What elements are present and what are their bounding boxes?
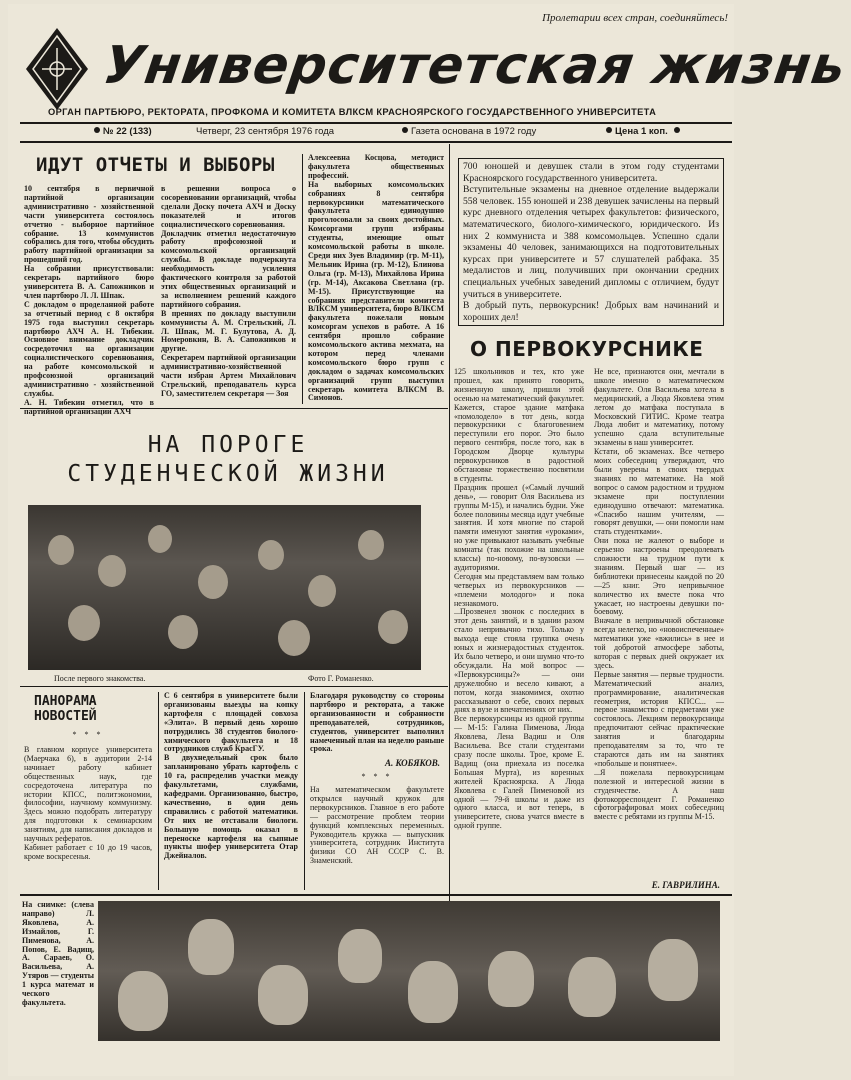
university-emblem-icon: [24, 26, 90, 112]
price: Цена 1 коп.: [606, 126, 683, 137]
panorama-column-2: С 6 сентября в университете были организованы выезды на копку картофеля с площадей совхоза «Элита». В первый день хорошо потрудились 38 студентов биолого-химического факультета и 18 сотрудников служб КрасГУ. В двухнедельный срок было запланировано убрать картофель с 10 га, распределив участки между факультетами, службами, кафедрами. Организованно, быстро, качественно, в один день справились с работой математики. От них не отставали биологи. Большую помощь оказал в переноске картофеля на сыпные пункты шофер университета Отар Джейналов.: [164, 691, 298, 861]
elections-column-2: в решении вопроса о сосоревновании организаций, чтобы сделали Доску почета АХЧ и Доску показателей и итогов социалистического соревнования. Докладчик отметил недостаточную работу профсоюзной и комсомольской организаций службы. В докладе подчеркнута необходимость усиления фактического контроля за работой этих общественных организаций и за исполнением решений каждого партийного собрания. В прениях по докладу выступили коммунисты А. М. Стрельский, Л. Л. Шпак, М. Г. Булутова, А. Д. Номеровкин, В. А. Сапожников и другие. Секретарем партийной организации административно-хозяйственной части избран Артем Михайлович Стрельский, преподаватель курса ГО, заместителем секретаря — Зоя: [161, 184, 296, 398]
freshman-headline: О ПЕРВОКУРСНИКЕ: [470, 337, 704, 361]
panorama-signature: А. КОБЯКОВ.: [384, 758, 440, 768]
elections-headline: ИДУТ ОТЧЕТЫ И ВЫБОРЫ: [36, 154, 275, 176]
organ-line: ОРГАН ПАРТБЮРО, РЕКТОРАТА, ПРОФКОМА И КОМИТЕТА ВЛКСМ КРАСНОЯРСКОГО ГОСУДАРСТВЕННОГО УНИВЕРСИТЕТА: [48, 107, 657, 117]
photo-caption: После первого знакомства.: [54, 674, 146, 683]
issue-number: № 22 (133): [94, 126, 152, 137]
threshold-headline: НА ПОРОГЕ СТУДЕНЧЕСКОЙ ЖИЗНИ: [67, 432, 389, 487]
elections-column-3: Алексеевна Косцова, методист факультета общественных профессий. На выборных комсомольских собраниях 8 сентября первокурсники математического факультета единодушно проголосовали за своих достойных. Комсоргами групп избраны студенты, имеющие опыт комсомольской работы в школе. Среди них Зуев Владимир (гр. М-11), Мельник Ирина (гр. М-12), Блинова Ольга (гр. М-13), Михайлова Ирина (гр. М-14), Аксакова Светлана (гр. М-15). Присутствующие на собраниях представители комитета ВЛКСМ университета, бюро ВЛКСМ факультета пожелали новым комсоргам успехов в работе. А 16 сентября прошло собрание комсомольского актива мехмата, на котором перед членами комсомольского бюро групп с докладом о задачах комсомольских организаций групп выступил секретарь комитета ВЛКСМ В. Симонов.: [308, 153, 444, 403]
freshman-column-1: 125 школьников и тех, кто уже прошел, как принято говорить, жизненную школу, пришли этой осенью на математический факультет. Кажется, старое здание матфака «помолодело» в тот день, когда первокурсники с благоговением переступили его порог. Это было первого сентября, после того, как в Городском Дворце культуры первокурсников в радостной обстановке торжественно посвятили в студенты. Праздник прошел («Самый лучший день», — говорит Оля Васильева из группы М-15), и начались будни. Уже более половины месяца идут учебные занятия. И хотя многие по старой памяти именуют занятия «уроками», но уже привыкают называть учебные комнаты (так похожие на школьные классы) по-новому, по-вузовски — аудиториями. Сегодня мы представляем вам только четверых из первокурсников — «племени молодого» и пока незнакомого. ...Прозвенел звонок с последних в этот день занятий, и в здании разом стало непривычно тихо. Только у выхода еще стояла группка очень юных и жизнерадостных студенток. Их было четверо, и они шумно что-то обсуждали. На мой вопрос — «Первокурсницы?» — они дружелюбно и весело кивают, а потом, когда знакомимся, охотно рассказывают о себе, своих первых днях в вузе и впечатлениях от них. Все первокурсницы из одной группы — М-15: Галина Пименова, Люда Яковлева, Лена Вадиш и Оля Васильева. Все стали студентами сразу после школы. Трое, кроме Е. Вадищ (она приехала из поселка Большая Мурта), из коренных жителей Красноярска. А Люда Яковлева с Галей Пименовой из одной — 79-й школы и даже из одного класса, и вот теперь, в университете, снова учатся вместе в одной группе.: [454, 367, 584, 831]
slogan: Пролетарии всех стран, соединяйтесь!: [542, 12, 728, 24]
founded-note: Газета основана в 1972 году: [402, 126, 536, 137]
elections-column-1: 10 сентября в первичной партийной организации административно - хозяйственной части университета состоялось отчетно - выборное партийное собрание. 13 коммунистов собрались для того, чтобы обсудить работу партийной организации за прошедший год. На собрании присутствовали: секретарь партийного бюро университета В. А. Сапожников и член партбюро Л. Л. Шпак. С докладом о проделанной работе за отчетный период с 8 октября 1975 года выступил секретарь партбюро АХЧ А. Н. Тибекин. Основное внимание докладчик сосредоточил на организации социалистического соревнования, на работе комсомольской и профсоюзной организаций административно - хозяйственной службы. А. Н. Тибекин отметил, что в партийной организации АХЧ: [24, 184, 154, 416]
bottom-photo-caption: На снимке: (слева направо) Л. Яковлева, А. Измайлов, Г. Пименова, А. Попов, Е. Вадищ, А. Сараев, О. Васильева, А. Утяров — студенты 1 курса математ и ческого факультета.: [22, 900, 94, 1007]
separator-stars: * * *: [72, 730, 104, 739]
panorama-column-3a: Благодаря руководству со стороны партбюро и ректората, а также организованности и собранности преподавателей, сотрудников, студентов, университет выполнил намеченный план на неделю раньше срока.: [310, 691, 444, 754]
divider: [20, 122, 732, 124]
issue-date: Четверг, 23 сентября 1976 года: [196, 126, 335, 137]
photo-credit: Фото Г. Романенко.: [308, 674, 374, 683]
separator-stars: * * *: [361, 772, 393, 781]
lecture-hall-photo: [28, 505, 421, 670]
info-bar: [20, 126, 732, 140]
divider: [20, 141, 732, 143]
admission-lead: 700 юношей и девушек стали в этом году студентами Красноярского государственного университета. Вступительные экзамены на дневное отделение выдержали 558 человек. 155 юношей и 238 девушек зачислены на первый курс дневного отделения четырех факультетов: физического, математического, биолого-химического, юридического. Из них 2 коммуниста и 388 комсомольцев. Успешно сдали экзамены 40 человек, занимающихся на подготовительных курсах при университете и 57 слушателей рабфака. 35 медалистов и лиц, получивших при окончании средних специальных учебных заведений дипломы с отличием, будут учиться в университете. В добрый путь, первокурсник! Добрых вам начинаний и хороших дел!: [458, 158, 724, 326]
newspaper-page: [8, 4, 850, 1076]
panorama-column-3b: На математическом факультете открылся научный кружок для первокурсников. Главное в его работе — рассмотрение проблем теории функций комплексных переменных. Руководитель кружка — выпускник университета, сотрудник Института физики СО АН СССР С. В. Знаменский.: [310, 785, 444, 866]
students-group-photo: [98, 901, 720, 1041]
panorama-column-1: В главном корпусе университета (Маерчака 6), в аудитории 2-14 начинает работу кабинет общественных наук, где сосредоточена литература по истории КПСС, политэкономии, философии, научному коммунизму. Здесь можно подобрать литературу для подготовки к семинарским занятиям, для написания докладов и научных рефератов. Кабинет работает с 10 до 19 часов, кроме воскресенья.: [24, 745, 152, 861]
freshman-signature: Е. ГАВРИЛИНА.: [651, 880, 720, 890]
freshman-column-2: Не все, признаются они, мечтали в школе именно о математическом факультете. Оля Васильева хотела в медицинский, а Люда Яковлева этим летом до матфака поступала в Московский ГИТИС. Кроме театра Люда любит и математику, потому успешно сдала вступительные экзамены в наш университет. Кстати, об экзаменах. Все четверо моих собеседниц утверждают, что были уверены в своих твердых знаниях по математике. На мой вопрос о самом радостном и трудном экзамене при поступлении единодушно отвечают: математика. «Спасибо нашим учителям, — говорят девушки, — они помогли нам стать студентками». Они пока не жалеют о выборе и серьезно настроены преодолевать сложности на трудном пути к знаниям. Первый шаг — из библиотеки принесены каждой по 20—25 книг. Это непривычное количество их вместе пока что ужасает, но настроены девушки по-боевому. Вначале в непривычной обстановке всегда нелегко, но «новоиспеченные» математики уже «вжились» в нее и той добротой атмосфере заботы, которая с первых дней окружает их здесь. Первые занятия — первые трудности. Математический анализ, программирование, аналитическая геометрия, история КПСС... — первое знакомство с предметами уже состоялось. Лекциям первокурсницы предпочитают сейчас практические занятия и благодарны преподавателям за то, что те стараются дать им на занятиях «побольше и понятнее». ...Я пожелала первокурсницам полезной и интересной жизни в студенчестве. А наш фотокорреспондент Г. Романенко сфотографировал моих собеседниц вместе с ребятами из группы М-15.: [594, 367, 724, 822]
panorama-headline: ПАНОРАМА НОВОСТЕЙ: [34, 694, 97, 724]
masthead-title: Университетская жизнь: [99, 36, 850, 96]
